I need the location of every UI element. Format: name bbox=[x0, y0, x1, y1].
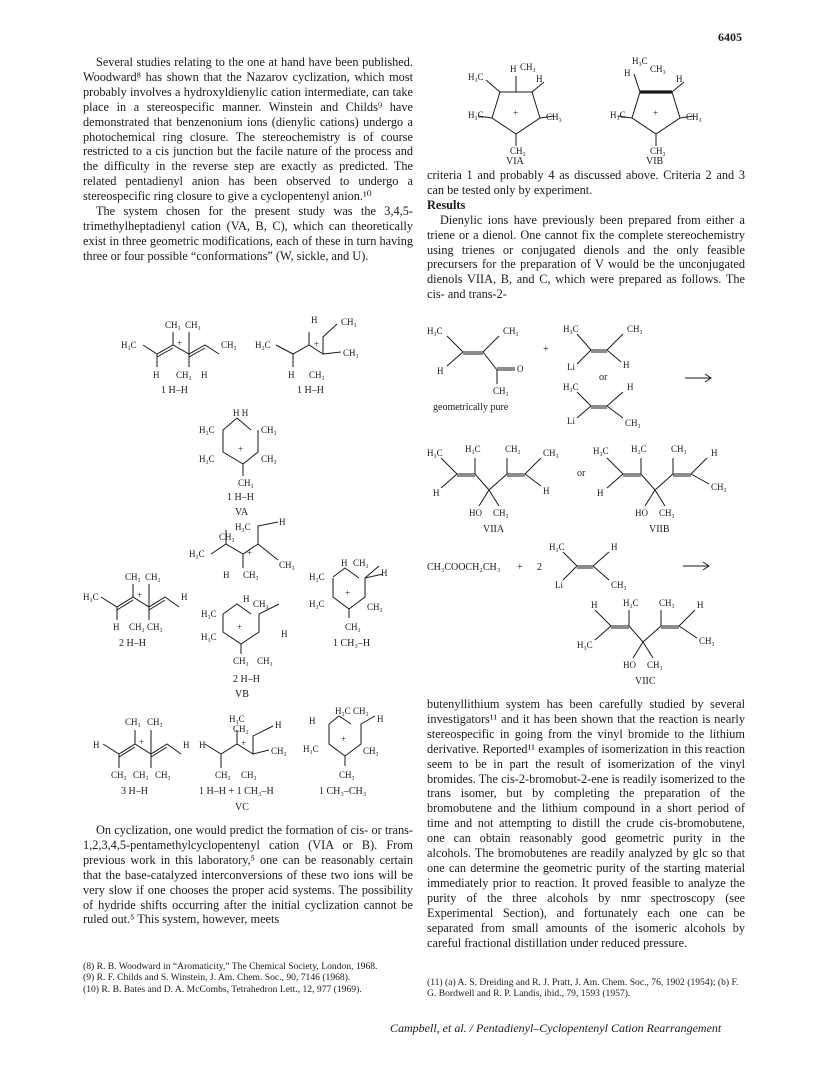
svg-text:CH₃: CH₃ bbox=[546, 112, 562, 122]
svg-text:CH₃: CH₃ bbox=[271, 746, 287, 756]
label-vib: VIB bbox=[646, 156, 664, 167]
structure-ketone bbox=[427, 326, 524, 413]
right-column-results bbox=[427, 168, 745, 302]
svg-text:CH₃: CH₃ bbox=[261, 425, 277, 435]
svg-text:CH₃: CH₃ bbox=[367, 602, 383, 612]
svg-text:H: H bbox=[279, 517, 286, 527]
running-footer: Campbell, et al. / Pentadienyl–Cyclopentenyl Cation Rearrangement bbox=[390, 1021, 722, 1035]
structure-1hh-w bbox=[121, 320, 237, 396]
svg-text:HO: HO bbox=[623, 660, 636, 670]
svg-text:H: H bbox=[243, 594, 250, 604]
svg-text:CH₃: CH₃ bbox=[176, 370, 192, 380]
structure-viia bbox=[427, 444, 559, 535]
svg-text:CH₃: CH₃ bbox=[147, 717, 163, 727]
label-1hh-b: 1 H–H bbox=[297, 385, 324, 396]
label-via: VIA bbox=[506, 156, 524, 167]
svg-text:CH₃: CH₃ bbox=[165, 320, 181, 330]
label-3hh: 3 H–H bbox=[121, 786, 148, 797]
svg-text:CH₃: CH₃ bbox=[711, 482, 727, 492]
svg-text:H: H bbox=[199, 740, 206, 750]
svg-text:H₃C: H₃C bbox=[199, 454, 215, 464]
svg-text:CH₃: CH₃ bbox=[493, 508, 509, 518]
conformation-figure bbox=[83, 312, 413, 817]
svg-text:CH₃: CH₃ bbox=[257, 656, 273, 666]
svg-text:CH₃: CH₃ bbox=[261, 454, 277, 464]
svg-text:H₃C: H₃C bbox=[468, 72, 484, 82]
svg-text:H₃C: H₃C bbox=[255, 340, 271, 350]
label-1ch3ch3: 1 CH₃–CH₃ bbox=[319, 786, 367, 797]
svg-text:H: H bbox=[697, 600, 704, 610]
label-1hh-1ch3h: 1 H–H + 1 CH₃–H bbox=[199, 786, 274, 797]
svg-text:H: H bbox=[510, 64, 517, 74]
svg-text:H₃C: H₃C bbox=[121, 340, 137, 350]
svg-text:H: H bbox=[93, 740, 100, 750]
svg-text:CH₃: CH₃ bbox=[309, 370, 325, 380]
svg-text:CH₃: CH₃ bbox=[625, 418, 641, 428]
ester-reagent: CH₃COOCH₂CH₃ bbox=[427, 562, 501, 573]
svg-text:CH₃: CH₃ bbox=[659, 508, 675, 518]
svg-text:HO: HO bbox=[469, 508, 482, 518]
structure-via bbox=[468, 62, 562, 167]
svg-text:CH₃: CH₃ bbox=[238, 478, 254, 488]
right-column-continuation bbox=[427, 697, 745, 950]
svg-text:H: H bbox=[153, 370, 160, 380]
svg-text:CH₃: CH₃ bbox=[611, 580, 627, 590]
svg-text:CH₃: CH₃ bbox=[133, 770, 149, 780]
svg-text:CH₃: CH₃ bbox=[341, 317, 357, 327]
footnotes-right bbox=[427, 977, 745, 1000]
svg-text:H₃C: H₃C bbox=[235, 522, 251, 532]
svg-text:H: H bbox=[437, 366, 444, 376]
svg-text:H₃C: H₃C bbox=[189, 549, 205, 559]
svg-text:H₃C: H₃C bbox=[201, 632, 217, 642]
paragraph-butenyllithium: butenyllithium system has been carefully studied by several investigators¹¹ and it has been shown that the reaction is nearly stereospecific in going from the vinyl bromide to the lithium derivative. Reported¹¹ examples of isomerization in this reaction seem to be in part the result of isomerization of the vinyl bromides. The cis-2-bromobut-2-ene is readily isomerized to the trans isomer, but by completing the preparation of the bromobutene and the lithium compound in a short period of time and not attempting to distill the crude cis-bromobutene, one can obtain reasonably good geometric purity in the alcohols. The bromobutenes are readily analyzed by glc so that one can determine the geometric purity of the starting material immediately prior to reaction. It proved feasible to analyze the purity of the three alcohols by nmr spectroscopy (see Experimental Section), and fortunately each one can be separated from small amounts of the isomeric alcohols by careful fractional distillation under reduced pressure. bbox=[427, 697, 745, 950]
svg-text:CH₃: CH₃ bbox=[650, 64, 666, 74]
svg-text:H: H bbox=[341, 558, 348, 568]
structure-3hh bbox=[93, 717, 190, 797]
paragraph-results: Dienylic ions have previously been prepared from either a triene or a dienol. One cannot fix the complete stereochemistry using trienes or conjugated dienols and the only feasible precursers for the preparation of V would be the unconjugated dienols VIIA, B, and C, which were prepared as follows. The cis- and trans-2- bbox=[427, 212, 745, 302]
paragraph-prior-studies: Several studies relating to the one at hand have been published. Woodward⁸ has shown that the Nazarov cyclization, which most probably involves a hydroxyldienylic cation intermediate, can take place in a stereospecific manner. Winstein and Childs⁹ have demonstrated that benzenonium ions (dienylic cations) undergo a photochemical ring closure. The stereochemistry is of course restricted to a cis junction but the facile nature of the process and the difficulty in the reverse step are exactly as predicted. The related pentadienyl anion has been observed to undergo a stereospecific ring closure to give a cyclopentenyl anion.¹⁰ bbox=[83, 55, 413, 204]
structure-va bbox=[199, 408, 277, 518]
label-2hh-a: 2 H–H bbox=[119, 638, 146, 649]
svg-text:H₃C: H₃C bbox=[610, 110, 626, 120]
structure-lithium-reagent bbox=[549, 542, 627, 590]
structure-vc-sickle bbox=[199, 714, 287, 813]
svg-text:H H: H H bbox=[233, 408, 249, 418]
label-va: VA bbox=[235, 507, 249, 518]
svg-text:CH₃: CH₃ bbox=[125, 572, 141, 582]
svg-text:H: H bbox=[281, 629, 288, 639]
svg-text:H₃C: H₃C bbox=[593, 446, 609, 456]
svg-text:CH₃: CH₃ bbox=[493, 386, 509, 396]
svg-text:H₃C: H₃C bbox=[632, 56, 648, 66]
svg-text:H: H bbox=[275, 720, 282, 730]
plus-sign-a: + bbox=[543, 344, 549, 355]
svg-text:H₃C: H₃C bbox=[563, 382, 579, 392]
coefficient-two: 2 bbox=[537, 562, 542, 573]
or-b: or bbox=[577, 468, 586, 479]
svg-text:+: + bbox=[241, 738, 247, 748]
label-viic: VIIC bbox=[635, 676, 656, 687]
svg-text:H: H bbox=[676, 74, 683, 84]
svg-text:CH₃: CH₃ bbox=[510, 146, 526, 156]
footnote-8: (8) R. B. Woodward in “Aromaticity,” The Chemical Society, London, 1968. bbox=[83, 961, 378, 972]
label-1ch3h: 1 CH₃–H bbox=[333, 638, 371, 649]
label-1hh-a: 1 H–H bbox=[161, 385, 188, 396]
footnote-9: (9) R. F. Childs and S. Winstein, J. Am. Chem. Soc., 90, 7146 (1968). bbox=[83, 972, 351, 984]
label-vb: VB bbox=[235, 689, 249, 700]
svg-text:+: + bbox=[341, 734, 347, 744]
structure-cis-butenyllithium bbox=[563, 324, 643, 372]
svg-text:CH₃: CH₃ bbox=[353, 706, 369, 716]
svg-text:H₃C: H₃C bbox=[229, 714, 245, 724]
svg-text:+: + bbox=[345, 588, 351, 598]
svg-text:H: H bbox=[288, 370, 295, 380]
svg-text:H₃C: H₃C bbox=[201, 609, 217, 619]
svg-text:+: + bbox=[237, 622, 243, 632]
svg-text:H₃C: H₃C bbox=[549, 542, 565, 552]
svg-text:H: H bbox=[201, 370, 208, 380]
svg-text:Li: Li bbox=[567, 362, 575, 372]
label-geometrically-pure: geometrically pure bbox=[433, 402, 509, 413]
paragraph-criteria: criteria 1 and probably 4 as discussed above. Criteria 2 and 3 can be tested only by experiment. bbox=[427, 168, 745, 197]
svg-text:CH₃: CH₃ bbox=[647, 660, 663, 670]
label-2hh-b: 2 H–H bbox=[233, 674, 260, 685]
svg-text:H₃C: H₃C bbox=[335, 706, 351, 716]
svg-text:+: + bbox=[137, 590, 143, 600]
svg-text:H₃C: H₃C bbox=[631, 444, 647, 454]
svg-text:CH₃: CH₃ bbox=[650, 146, 666, 156]
structure-viic bbox=[577, 598, 715, 687]
svg-text:CH₃: CH₃ bbox=[627, 324, 643, 334]
svg-text:CH₃: CH₃ bbox=[659, 598, 675, 608]
reaction-arrow-a bbox=[685, 374, 711, 382]
structure-vb-sickle bbox=[189, 517, 295, 580]
svg-text:+: + bbox=[177, 338, 183, 348]
svg-text:CH₃: CH₃ bbox=[279, 560, 295, 570]
svg-text:H: H bbox=[591, 600, 598, 610]
label-vc: VC bbox=[235, 802, 249, 813]
svg-text:CH₃: CH₃ bbox=[215, 770, 231, 780]
left-column-intro bbox=[83, 55, 413, 264]
svg-text:H₃C: H₃C bbox=[563, 324, 579, 334]
svg-text:CH₃: CH₃ bbox=[253, 599, 269, 609]
svg-text:H: H bbox=[433, 488, 440, 498]
svg-text:CH₃: CH₃ bbox=[233, 724, 249, 734]
svg-text:CH₃: CH₃ bbox=[686, 112, 702, 122]
svg-text:H: H bbox=[597, 488, 604, 498]
structure-2hh-w bbox=[83, 572, 188, 649]
paragraph-system-chosen: The system chosen for the present study was the 3,4,5-trimethylheptadienyl cation (VA, B, C), which can theoretically exist in three geometric modifications, each of these in turn having three or four possible “conformations” (W, sickle, and U). bbox=[83, 204, 413, 263]
svg-text:H: H bbox=[377, 714, 384, 724]
svg-text:H₃C: H₃C bbox=[303, 744, 319, 754]
svg-text:H₃C: H₃C bbox=[309, 599, 325, 609]
svg-text:CH₃: CH₃ bbox=[155, 770, 171, 780]
synthesis-scheme bbox=[427, 318, 745, 693]
svg-text:CH₃: CH₃ bbox=[241, 770, 257, 780]
svg-text:CH₃: CH₃ bbox=[543, 448, 559, 458]
svg-text:+: + bbox=[139, 737, 145, 747]
svg-text:+: + bbox=[238, 444, 244, 454]
svg-text:+: + bbox=[653, 108, 659, 118]
footnote-11: (11) (a) A. S. Dreiding and R. J. Pratt, J. Am. Chem. Soc., 76, 1902 (1954); (b) F. G. Bordwell and R. P. Landis, ibid., 79, 1593 (1957). bbox=[427, 977, 739, 1000]
reaction-arrow-b bbox=[683, 562, 709, 570]
svg-text:H: H bbox=[181, 592, 188, 602]
svg-text:H: H bbox=[624, 68, 631, 78]
svg-text:CH₃: CH₃ bbox=[145, 572, 161, 582]
label-viia: VIIA bbox=[483, 524, 505, 535]
structure-1ch3h-u bbox=[309, 558, 388, 649]
footnotes-left bbox=[83, 961, 413, 995]
svg-text:H: H bbox=[623, 360, 630, 370]
label-viib: VIIB bbox=[649, 524, 670, 535]
svg-text:CH₃: CH₃ bbox=[129, 622, 145, 632]
svg-text:CH₃: CH₃ bbox=[505, 444, 521, 454]
svg-text:HO: HO bbox=[635, 508, 648, 518]
page-number: 6405 bbox=[718, 30, 742, 44]
structure-trans-butenyllithium bbox=[563, 382, 641, 428]
left-column-cyclization bbox=[83, 823, 413, 927]
svg-text:H: H bbox=[381, 568, 388, 578]
svg-text:CH₃: CH₃ bbox=[353, 558, 369, 568]
svg-text:CH₃: CH₃ bbox=[503, 326, 519, 336]
svg-text:H: H bbox=[711, 448, 718, 458]
svg-text:CH₃: CH₃ bbox=[699, 636, 715, 646]
svg-text:CH₃: CH₃ bbox=[125, 717, 141, 727]
svg-text:H₃C: H₃C bbox=[427, 448, 443, 458]
cyclopentenyl-figure bbox=[440, 50, 740, 165]
structure-1ch3ch3-u bbox=[303, 706, 384, 797]
svg-text:+: + bbox=[314, 339, 320, 349]
svg-text:H₃C: H₃C bbox=[577, 640, 593, 650]
structure-viib bbox=[593, 444, 727, 535]
svg-text:H: H bbox=[611, 542, 618, 552]
svg-text:CH₃: CH₃ bbox=[233, 656, 249, 666]
svg-text:CH₃: CH₃ bbox=[219, 532, 235, 542]
svg-text:H₃C: H₃C bbox=[465, 444, 481, 454]
svg-text:+: + bbox=[513, 108, 519, 118]
svg-text:H₃C: H₃C bbox=[309, 572, 325, 582]
svg-text:H: H bbox=[627, 382, 634, 392]
svg-text:CH₃: CH₃ bbox=[243, 570, 259, 580]
svg-text:CH₃: CH₃ bbox=[339, 770, 355, 780]
svg-text:CH₃: CH₃ bbox=[345, 622, 361, 632]
svg-text:H₃C: H₃C bbox=[427, 326, 443, 336]
svg-text:CH₃: CH₃ bbox=[363, 746, 379, 756]
paragraph-cyclization: On cyclization, one would predict the formation of cis- or trans-1,2,3,4,5-pentamethylcyclopentenyl cation (VIA or B). From previous work in this laboratory,⁵ one can be reasonably certain that the base-catalyzed interconversions of these two ions will be very slow if one chooses the proper acid systems. The possibility of hydride shifts occurring after the initial cyclization cannot be ruled out.⁵ This system, however, meets bbox=[83, 823, 413, 927]
svg-text:H₃C: H₃C bbox=[83, 592, 99, 602]
svg-text:H₃C: H₃C bbox=[623, 598, 639, 608]
svg-text:CH₃: CH₃ bbox=[671, 444, 687, 454]
svg-text:CH₃: CH₃ bbox=[111, 770, 127, 780]
svg-text:H: H bbox=[309, 716, 316, 726]
svg-text:H: H bbox=[536, 74, 543, 84]
svg-text:H: H bbox=[311, 315, 318, 325]
svg-text:H: H bbox=[183, 740, 190, 750]
heading-results: Results bbox=[427, 197, 466, 212]
svg-text:H₃C: H₃C bbox=[468, 110, 484, 120]
svg-text:H₃C: H₃C bbox=[199, 425, 215, 435]
svg-text:H: H bbox=[543, 486, 550, 496]
svg-text:H: H bbox=[113, 622, 120, 632]
svg-text:CH₃: CH₃ bbox=[520, 62, 536, 72]
structure-vib bbox=[610, 56, 702, 167]
or-a: or bbox=[599, 372, 608, 383]
svg-text:H: H bbox=[223, 570, 230, 580]
plus-sign-b: + bbox=[517, 562, 523, 573]
svg-text:Li: Li bbox=[555, 580, 563, 590]
svg-text:CH₃: CH₃ bbox=[147, 622, 163, 632]
structure-1hh-sickle bbox=[255, 315, 359, 396]
svg-text:Li: Li bbox=[567, 416, 575, 426]
svg-text:+: + bbox=[247, 548, 253, 558]
svg-text:CH₃: CH₃ bbox=[343, 348, 359, 358]
label-1hh-c: 1 H–H bbox=[227, 492, 254, 503]
svg-text:O: O bbox=[517, 364, 524, 374]
svg-text:CH₃: CH₃ bbox=[221, 340, 237, 350]
svg-text:CH₃: CH₃ bbox=[185, 320, 201, 330]
structure-vb-u bbox=[201, 594, 288, 700]
footnote-10: (10) R. B. Bates and D. A. McCombs, Tetrahedron Lett., 12, 977 (1969). bbox=[83, 983, 362, 995]
